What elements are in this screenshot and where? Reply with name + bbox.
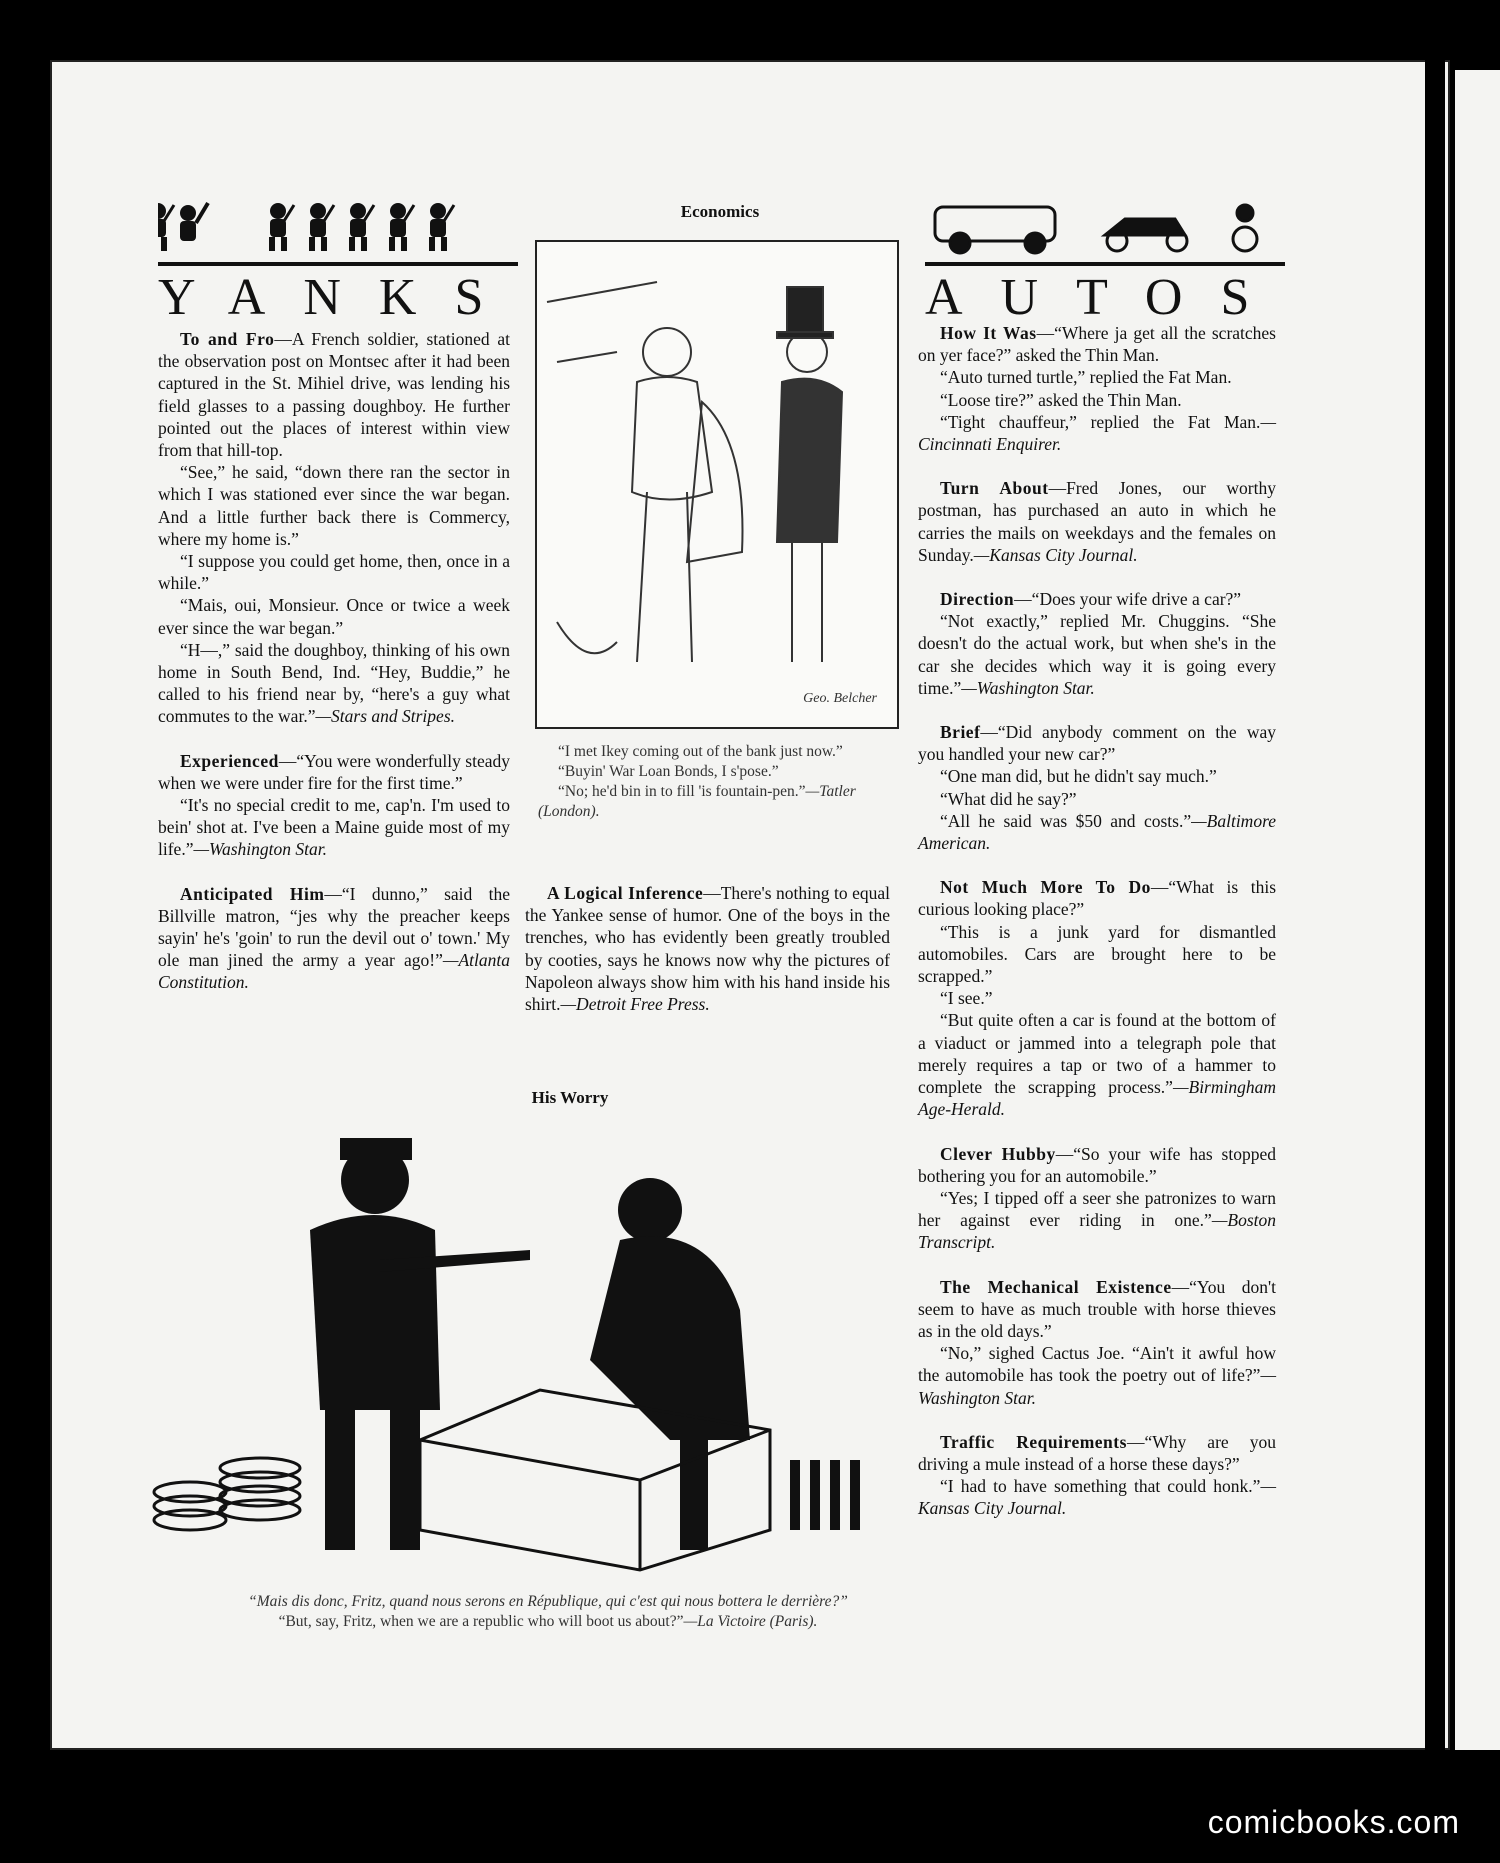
article-headline: To and Fro: [180, 329, 275, 349]
article-paragraph: “Tight chauffeur,” replied the Fat Man.—Cincinnati Enquirer.: [918, 411, 1276, 455]
article-source: —Kansas City Journal.: [918, 1476, 1276, 1519]
article-paragraph: Brief—“Did anybody comment on the way you handled your new car?”: [918, 722, 1276, 765]
article-source: —Detroit Free Press.: [560, 994, 710, 1015]
article-paragraph: “Yes; I tipped off a seer she patronizes to warn her against ever riding in one.”—Boston Transcript.: [918, 1187, 1276, 1253]
marching-soldiers-icon: [158, 195, 518, 257]
autos-banner: [925, 195, 1288, 326]
watermark: comicbooks.com: [1207, 1804, 1460, 1840]
article-paragraph: “I suppose you could get home, then, once in a while.”: [158, 551, 510, 594]
article-paragraph: “But quite often a car is found at the bottom of a viaduct or jammed into a telegraph pole that merely requires a tap or two of a hammer to complete the scrapping process.”—Birmingham Age-Herald.: [918, 1010, 1276, 1120]
cartoon-signature: Geo. Belcher: [803, 691, 877, 706]
article-item: [525, 882, 890, 1015]
caption-source: —La Victoire (Paris).: [683, 1613, 818, 1630]
article-paragraph: Experienced—“You were wonderfully steady when we were under fire for the first time.”: [158, 750, 510, 793]
article-paragraph: “No,” sighed Cactus Joe. “Ain't it awful how the automobile has took the poetry out of life?”—Washington Star.: [918, 1343, 1276, 1408]
article-paragraph: “What did he say?”: [940, 788, 1077, 809]
article-item: [918, 1276, 1276, 1409]
article-headline: Anticipated Him: [180, 883, 325, 904]
article-paragraph: “I had to have something that could honk.”—Kansas City Journal.: [918, 1476, 1276, 1519]
economics-title: Economics: [680, 202, 760, 221]
article-source: —Baltimore American.: [918, 810, 1276, 854]
article-paragraph: Clever Hubby—“So your wife has stopped bothering you for an automobile.”: [918, 1143, 1276, 1186]
article-item: [158, 883, 510, 994]
article-item: [918, 588, 1276, 699]
article-paragraph: Not Much More To Do—“What is this curious looking place?”: [918, 877, 1277, 920]
article-paragraph: Traffic Requirements—“Why are you driving a mule instead of a horse these days?”: [918, 1431, 1277, 1474]
article-item: [158, 328, 510, 728]
article-source: —Boston Transcript.: [918, 1210, 1276, 1253]
article-item: [918, 477, 1276, 566]
article-paragraph: “Loose tire?” asked the Thin Man.: [940, 389, 1182, 410]
article-source: —Stars and Stripes.: [315, 706, 455, 727]
his-worry-title: His Worry: [531, 1088, 609, 1107]
article-source: —Kansas City Journal.: [973, 544, 1138, 565]
article-item: [918, 1431, 1276, 1520]
article-paragraph: The Mechanical Existence—“You don't seem to have as much trouble with horse thieves as in the old days.”: [918, 1276, 1277, 1341]
next-page-edge: [1455, 70, 1500, 1750]
caption-french: “Mais dis donc, Fritz, quand nous serons en République, qui c'est qui nous bottera le derrière?”: [248, 1593, 848, 1610]
article-headline: A Logical Inference: [547, 883, 704, 903]
yanks-banner: [158, 195, 522, 326]
article-source: —Washington Star.: [961, 677, 1095, 698]
cartoon-shopkeeper-illustration: [537, 242, 897, 727]
economics-cartoon: [535, 240, 899, 729]
article-headline: Brief: [940, 722, 981, 743]
article-paragraph: Anticipated Him—“I dunno,” said the Billville matron, “jes why the preacher keeps sayin' he's 'goin' to run the devil out o' town.' My ole man jined the army a year ago!”—Atlanta Constitution.: [158, 883, 510, 993]
his-worry-cartoon: [150, 1110, 910, 1580]
article-item: [918, 721, 1276, 854]
yanks-title: YANKS: [158, 269, 522, 326]
economics-caption: [538, 742, 893, 822]
article-source: —Washington Star.: [918, 1365, 1276, 1408]
article-paragraph: “See,” he said, “down there ran the sector in which I was stationed ever since the war began. And a little further back there is Commercy, where my home is.”: [158, 462, 510, 549]
page-gutter: [1425, 60, 1445, 1750]
article-source: —Washington Star.: [193, 839, 328, 860]
article-paragraph: “Mais, oui, Monsieur. Once or twice a week ever since the war began.”: [158, 595, 510, 638]
article-headline: Experienced: [180, 750, 279, 771]
article-headline: Turn About: [940, 478, 1049, 499]
article-paragraph: “Auto turned turtle,” replied the Fat Man.: [940, 367, 1232, 388]
article-paragraph: “All he said was $50 and costs.”—Baltimore American.: [918, 810, 1276, 854]
caption-line: “No; he'd bin in to fill 'is fountain-pen.”—Tatler (London).: [538, 783, 856, 820]
article-headline: Traffic Requirements: [940, 1431, 1127, 1452]
article-paragraph: A Logical Inference—There's nothing to equal the Yankee sense of humor. One of the boys in the trenches, who has evidently been greatly troubled by cooties, says he knows now why the pictures of Napoleon always show him with his hand inside his shirt.—Detroit Free Press.: [525, 883, 891, 1015]
logical-inference-column: [525, 882, 890, 1037]
article-headline: Clever Hubby: [940, 1143, 1056, 1164]
article-source: —Atlanta Constitution.: [158, 950, 510, 993]
article-paragraph: “Not exactly,” replied Mr. Chuggins. “She doesn't do the actual work, but when she's in the car she decides which way it is going every time.”—Washington Star.: [918, 611, 1276, 698]
caption-line: “I met Ikey coming out of the bank just now.”: [558, 743, 843, 760]
caption-english: “But, say, Fritz, when we are a republic who will boot us about?”: [278, 1613, 684, 1630]
caption-source: —Tatler (London).: [538, 783, 856, 820]
article-paragraph: To and Fro—A French soldier, stationed at the observation post on Montsec after it had been captured in the St. Mihiel drive, was lending his field glasses to a passing doughboy. He further pointed out the places of interest within view from that hill-top.: [158, 329, 510, 461]
automobiles-icon: [925, 195, 1285, 257]
article-item: [918, 1143, 1276, 1254]
article-item: [918, 876, 1276, 1120]
autos-rule: [925, 262, 1285, 266]
article-headline: Not Much More To Do: [940, 877, 1151, 898]
yanks-column: [158, 328, 510, 1016]
article-paragraph: Direction—“Does your wife drive a car?”: [940, 589, 1242, 610]
his-worry-caption: [168, 1592, 928, 1632]
caption-line: “Buyin' War Loan Bonds, I s'pose.”: [558, 763, 779, 780]
article-item: [918, 322, 1276, 455]
article-headline: Direction: [940, 589, 1015, 610]
article-paragraph: How It Was—“Where ja get all the scratches on yer face?” asked the Thin Man.: [918, 323, 1276, 366]
article-item: [158, 750, 510, 861]
article-paragraph: “It's no special credit to me, cap'n. I'm used to bein' shot at. I've been a Maine guide most of my life.”—Washington Star.: [158, 795, 510, 860]
autos-column: [918, 322, 1276, 1542]
article-paragraph: “One man did, but he didn't say much.”: [940, 766, 1217, 787]
article-headline: How It Was: [940, 323, 1037, 343]
article-headline: The Mechanical Existence: [940, 1276, 1172, 1297]
article-source: —Cincinnati Enquirer.: [918, 411, 1276, 455]
cartoon-waiters-illustration: [150, 1110, 910, 1580]
article-source: —Birmingham Age-Herald.: [918, 1077, 1276, 1120]
autos-title: AUTOS: [925, 269, 1288, 326]
article-paragraph: “This is a junk yard for dismantled automobiles. Cars are brought here to be scrapped.”: [918, 921, 1276, 987]
article-paragraph: “I see.”: [940, 988, 993, 1009]
yanks-rule: [158, 262, 518, 266]
article-paragraph: “H—,” said the doughboy, thinking of his own home in South Bend, Ind. “Hey, Buddie,” he called to his friend near by, “here's a guy what commutes to the war.”—Stars and Stripes.: [158, 639, 510, 727]
article-paragraph: Turn About—Fred Jones, our worthy postman, has purchased an auto in which he carries the mails on weekdays and the females on Sunday.—Kansas City Journal.: [918, 478, 1276, 565]
